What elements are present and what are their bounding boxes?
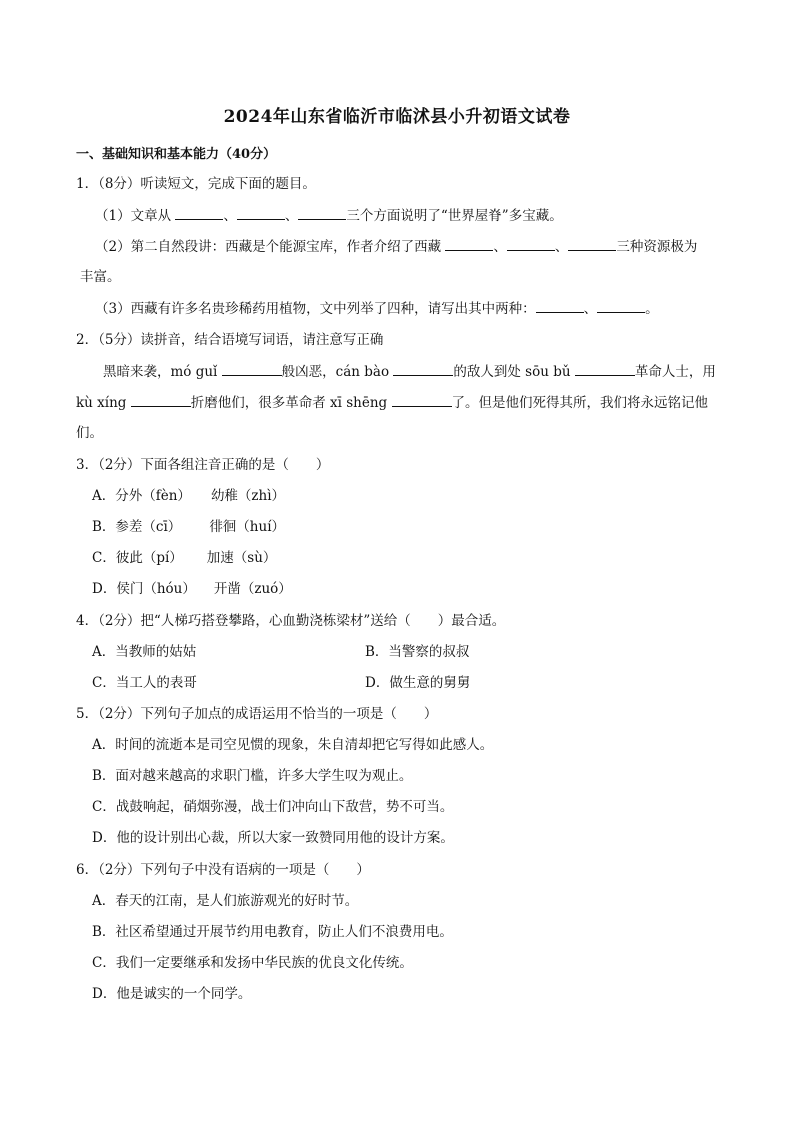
q1-sub3: （3）西藏有许多名贵珍稀药用植物，文中列举了四种，请写出其中两种： 、 。 (95, 298, 659, 319)
q5-option-a[interactable]: A．时间的流逝本是司空见惯的现象，朱自清却把它写得如此感人。 (92, 737, 494, 753)
q1-sub2-text-b: 三种资源极为 (616, 239, 698, 255)
answer-blank[interactable] (536, 298, 584, 313)
q2-line3: 们。 (76, 425, 103, 441)
q1-sub1-text-a: （1）文章从 (95, 208, 176, 224)
q2-line2: kù xíng 折磨他们，很多革命者 xī shēng 了。但是他们死得其所，我们将永远铭记他 (76, 392, 708, 413)
q3-option-a[interactable]: A．分外（fèn） 幼稚（zhì） (92, 488, 286, 504)
q6-option-d[interactable]: D．他是诚实的一个同学。 (92, 986, 252, 1002)
q2-line1: 黑暗来袭，mó guǐ 般凶恶，cán bào 的敌人到处 sōu bǔ 革命人士，用 (103, 361, 716, 382)
answer-blank[interactable] (222, 361, 282, 376)
q1-sub2: （2）第二自然段讲：西藏是个能源宝库，作者介绍了西藏 、 、 三种资源极为 (95, 236, 697, 257)
answer-blank[interactable] (237, 205, 285, 220)
q6-option-c[interactable]: C．我们一定要继承和发扬中华民族的优良文化传统。 (92, 955, 413, 971)
answer-blank[interactable] (298, 205, 346, 220)
q4-stem: 4．（2分）把“人梯巧搭登攀路，心血勤浇栋梁材”送给（ ）最合适。 (76, 613, 506, 629)
q2-stem: 2．（5分）读拼音，结合语境写词语，请注意写正确 (76, 332, 384, 348)
answer-blank[interactable] (568, 236, 616, 251)
q1-sub1-text-b: 三个方面说明了“世界屋脊”多宝藏。 (346, 208, 563, 224)
q6-stem: 6．（2分）下列句子中没有语病的一项是（ ） (76, 862, 370, 878)
answer-blank[interactable] (392, 392, 452, 407)
q5-option-c[interactable]: C．战鼓响起，硝烟弥漫，战士们冲向山下敌营，势不可当。 (92, 799, 454, 815)
answer-blank[interactable] (393, 361, 453, 376)
q1-sub2-text-a: （2）第二自然段讲：西藏是个能源宝库，作者介绍了西藏 (95, 239, 446, 255)
q5-option-d[interactable]: D．他的设计别出心裁，所以大家一致赞同用他的设计方案。 (92, 830, 454, 846)
answer-blank[interactable] (575, 361, 635, 376)
q5-option-b[interactable]: B．面对越来越高的求职门槛，许多大学生叹为观止。 (92, 768, 413, 784)
q4-option-d[interactable]: D．做生意的舅舅 (365, 675, 471, 691)
q6-option-b[interactable]: B．社区希望通过开展节约用电教育，防止人们不浪费用电。 (92, 924, 453, 940)
section-heading: 一、基础知识和基本能力（40分） (76, 147, 277, 162)
q3-option-b[interactable]: B．参差（cī） 徘徊（huí） (92, 519, 286, 535)
answer-blank[interactable] (597, 298, 645, 313)
q5-stem: 5．（2分）下列句子加点的成语运用不恰当的一项是（ ） (76, 706, 438, 722)
q1-sub3-text: （3）西藏有许多名贵珍稀药用植物，文中列举了四种，请写出其中两种： (95, 301, 536, 317)
answer-blank[interactable] (507, 236, 555, 251)
q4-option-b[interactable]: B．当警察的叔叔 (365, 644, 470, 660)
q1-sub2-cont: 丰富。 (80, 269, 121, 285)
q4-option-a[interactable]: A．当教师的姑姑 (92, 644, 197, 660)
q4-option-c[interactable]: C．当工人的表哥 (92, 675, 197, 691)
q6-option-a[interactable]: A．春天的江南，是人们旅游观光的好时节。 (92, 893, 359, 909)
answer-blank[interactable] (175, 205, 223, 220)
q3-option-c[interactable]: C．彼此（pí） 加速（sù） (92, 550, 277, 566)
q3-option-d[interactable]: D．侯门（hóu） 开凿（zuó） (92, 581, 292, 597)
answer-blank[interactable] (445, 236, 493, 251)
q1-stem: 1．（8分）听读短文，完成下面的题目。 (76, 176, 316, 192)
answer-blank[interactable] (131, 392, 191, 407)
q3-stem: 3．（2分）下面各组注音正确的是（ ） (76, 457, 330, 473)
page-title: 2024年山东省临沂市临沭县小升初语文试卷 (223, 107, 571, 127)
q1-sub1: （1）文章从 、 、 三个方面说明了“世界屋脊”多宝藏。 (95, 205, 563, 226)
